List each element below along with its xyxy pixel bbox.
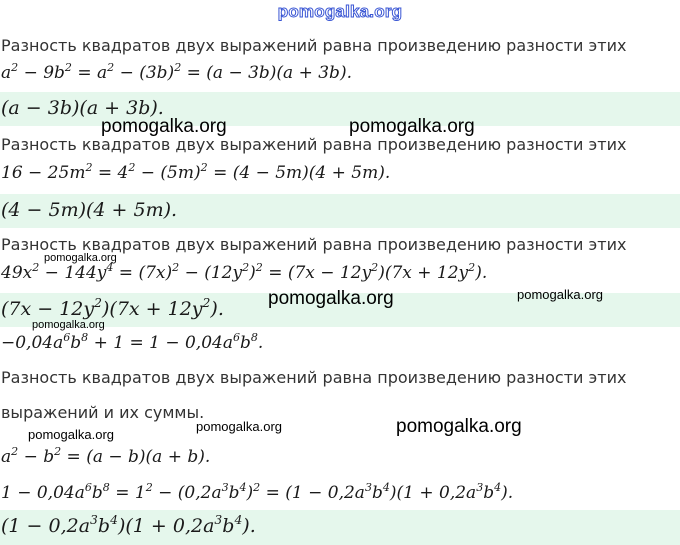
math-expression: $a^2 - 9b^2 = a^2 - (3b)^2 = (a - 3b)(a + 3b)$. xyxy=(1,60,352,83)
exponent: 4 xyxy=(239,480,247,494)
exponent: 2 xyxy=(468,260,476,274)
exponent: 6 xyxy=(84,480,92,494)
watermark-text: pomogalka.org xyxy=(268,288,394,309)
exponent: 2 xyxy=(85,160,93,174)
exponent: 2 xyxy=(202,295,211,310)
watermark-text: pomogalka.org xyxy=(32,319,105,331)
exponent: 2 xyxy=(172,260,180,274)
answer-box xyxy=(0,194,680,228)
exponent: 3 xyxy=(214,512,223,527)
answer-expression: (a − 3b)(a + 3b). xyxy=(1,97,164,119)
task-expression: $-0,04a^6b^8 + 1 = 1 - 0,04a^6b^8$. xyxy=(1,330,264,353)
exponent: 3 xyxy=(90,512,98,527)
answer-expression: $(1 - 0,2a^3b^4)(1 + 0,2a^3b^4)$. xyxy=(1,512,256,537)
exponent: 4 xyxy=(106,260,114,274)
exponent: 2 xyxy=(11,444,19,458)
watermark-text: pomogalka.org xyxy=(517,287,603,302)
exponent: 2 xyxy=(128,160,136,174)
exponent: 8 xyxy=(250,330,258,344)
exponent: 3 xyxy=(221,480,229,494)
exponent: 2 xyxy=(94,295,102,310)
exponent: 2 xyxy=(253,480,261,494)
explanation-text: Разность квадратов двух выражений равна произведению разности этих xyxy=(1,135,627,154)
watermark-text: pomogalka.org xyxy=(349,116,475,137)
exponent: 4 xyxy=(494,480,502,494)
watermark-text: pomogalka.org xyxy=(196,419,282,434)
exponent: 2 xyxy=(174,60,182,74)
watermark-text: pomogalka.org xyxy=(101,116,227,137)
exponent: 4 xyxy=(382,480,390,494)
exponent: 2 xyxy=(54,444,62,458)
answer-expression: $(7x - 12y^2)(7x + 12y^2)$. xyxy=(1,295,224,320)
explanation-text-continued: выражений и их суммы. xyxy=(1,403,205,422)
explanation-text: Разность квадратов двух выражений равна произведению разности этих xyxy=(1,368,627,387)
exponent: 2 xyxy=(242,260,250,274)
exponent: 2 xyxy=(371,260,379,274)
exponent: 2 xyxy=(145,480,153,494)
exponent: 6 xyxy=(63,330,71,344)
exponent: 2 xyxy=(255,260,263,274)
exponent: 2 xyxy=(11,60,19,74)
exponent: 4 xyxy=(110,512,118,527)
exponent: 6 xyxy=(232,330,240,344)
exponent: 3 xyxy=(364,480,372,494)
math-expression: $1 - 0,04a^6b^8 = 1^2 - (0,2a^3b^4)^2 = (1 - 0,2a^3b^4)(1 + 0,2a^3b^4)$. xyxy=(1,480,514,503)
explanation-text: Разность квадратов двух выражений равна произведению разности этих xyxy=(1,36,627,55)
exponent: 8 xyxy=(102,480,110,494)
answer-box xyxy=(0,510,680,545)
exponent: 2 xyxy=(107,60,115,74)
exponent: 4 xyxy=(234,512,243,527)
watermark-text: pomogalka.org xyxy=(44,252,117,264)
answer-expression: (4 − 5m)(4 + 5m). xyxy=(1,199,178,221)
exponent: 8 xyxy=(81,330,89,344)
exponent: 2 xyxy=(64,60,72,74)
site-header-logo[interactable]: pomogalka.org xyxy=(277,2,403,21)
watermark-text: pomogalka.org xyxy=(28,427,114,442)
math-expression: $16 - 25m^2 = 4^2 - (5m)^2 = (4 - 5m)(4 + 5m)$. xyxy=(1,160,391,183)
watermark-text: pomogalka.org xyxy=(396,416,522,437)
exponent: 2 xyxy=(200,160,208,174)
formula-expression: $a^2 - b^2 = (a - b)(a + b)$. xyxy=(1,444,211,467)
exponent: 3 xyxy=(476,480,484,494)
explanation-text: Разность квадратов двух выражений равна произведению разности этих xyxy=(1,235,627,254)
exponent: 2 xyxy=(32,260,40,274)
math-expression: $49x^2 - 144y^4 = (7x)^2 - (12y^2)^2 = (7x - 12y^2)(7x + 12y^2)$. xyxy=(1,260,488,283)
